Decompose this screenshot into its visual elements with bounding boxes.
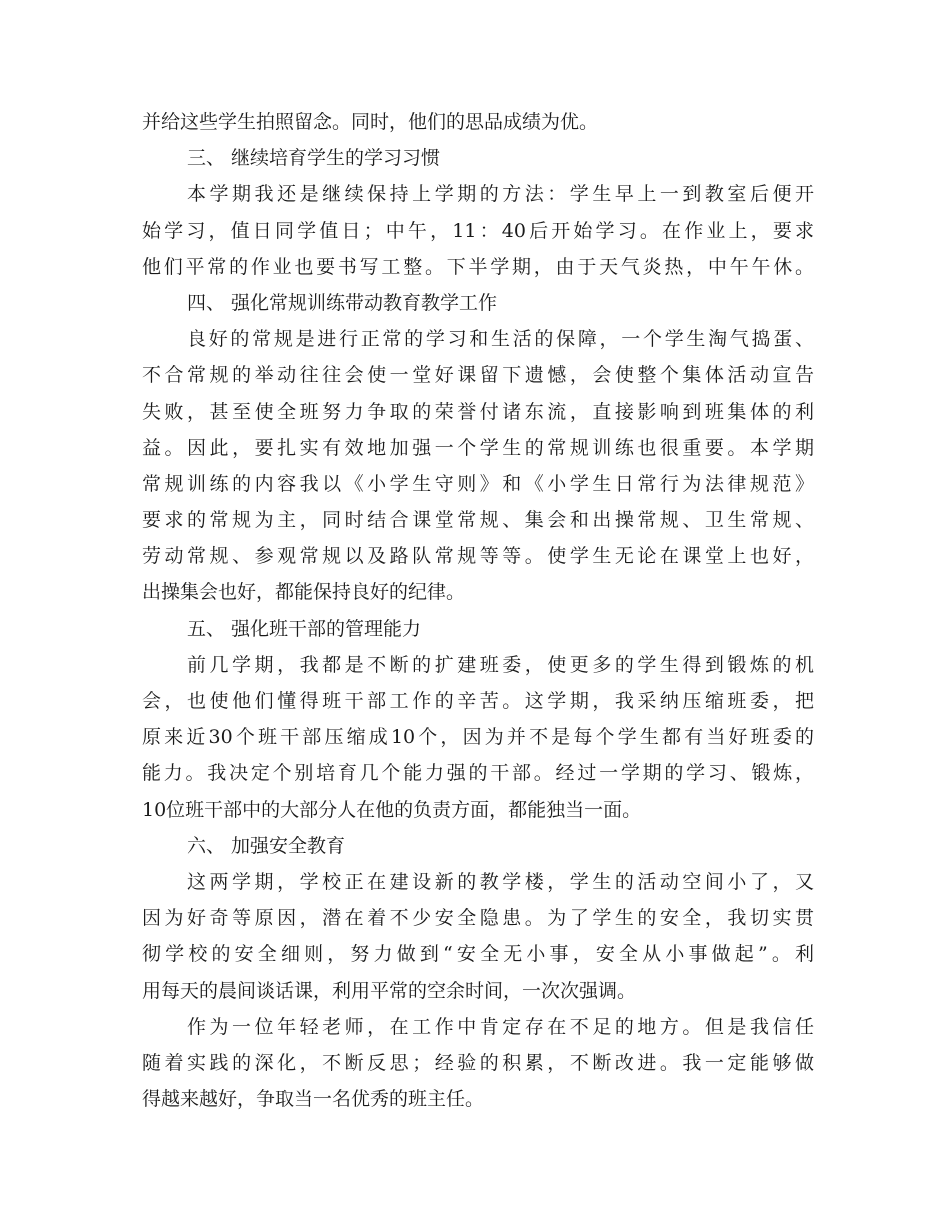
section-heading: 四、 强化常规训练带动教育教学工作 bbox=[187, 291, 498, 314]
paragraph-line: 本学期我还是继续保持上学期的方法：学生早上一到教室后便开 bbox=[187, 183, 814, 206]
paragraph-line: 不合常规的举动往往会使一堂好课留下遗憾，会使整个集体活动宣告 bbox=[142, 364, 814, 387]
paragraph-line: 能力。我决定个别培育几个能力强的干部。经过一学期的学习、锻炼， bbox=[142, 762, 814, 785]
paragraph-line: 出操集会也好，都能保持良好的纪律。 bbox=[142, 581, 466, 604]
paragraph-line: 常规训练的内容我以《小学生守则》和《小学生日常行为法律规范》 bbox=[142, 472, 814, 495]
paragraph-line: 得越来越好，争取当一名优秀的班主任。 bbox=[142, 1088, 485, 1111]
paragraph-line: 原来近30个班干部压缩成10个，因为并不是每个学生都有当好班委的 bbox=[142, 726, 814, 749]
paragraph-line: 10位班干部中的大部分人在他的负责方面，都能独当一面。 bbox=[142, 798, 642, 821]
paragraph-line: 劳动常规、参观常规以及路队常规等等。使学生无论在课堂上也好， bbox=[142, 545, 814, 568]
paragraph-line: 作为一位年轻老师，在工作中肯定存在不足的地方。但是我信任 bbox=[187, 1015, 814, 1038]
paragraph-line: 益。因此，要扎实有效地加强一个学生的常规训练也很重要。本学期 bbox=[142, 436, 814, 459]
paragraph-line: 并给这些学生拍照留念。同时，他们的思品成绩为优。 bbox=[142, 111, 599, 133]
paragraph-line: 他们平常的作业也要书写工整。下半学期，由于天气炎热，中午午休。 bbox=[142, 255, 814, 278]
paragraph-line: 会，也使他们懂得班干部工作的辛苦。这学期，我采纳压缩班委，把 bbox=[142, 690, 814, 712]
paragraph-line: 彻学校的安全细则，努力做到“安全无小事，安全从小事做起”。利 bbox=[142, 943, 814, 966]
paragraph-line: 因为好奇等原因，潜在着不少安全隐患。为了学生的安全，我切实贯 bbox=[142, 907, 814, 930]
paragraph-line: 良好的常规是进行正常的学习和生活的保障，一个学生淘气捣蛋、 bbox=[187, 328, 814, 351]
paragraph-line: 随着实践的深化，不断反思；经验的积累，不断改进。我一定能够做 bbox=[142, 1051, 814, 1074]
paragraph-line: 用每天的晨间谈话课，利用平常的空余时间，一次次强调。 bbox=[142, 979, 637, 1002]
paragraph-line: 失败，甚至使全班努力争取的荣誉付诸东流，直接影响到班集体的利 bbox=[142, 400, 814, 423]
section-heading: 五、 强化班干部的管理能力 bbox=[187, 617, 422, 640]
paragraph-line: 前几学期，我都是不断的扩建班委，使更多的学生得到锻炼的机 bbox=[187, 653, 814, 676]
paragraph-line: 始学习，值日同学值日；中午，11：40后开始学习。在作业上，要求 bbox=[142, 219, 814, 242]
paragraph-line: 要求的常规为主，同时结合课堂常规、集会和出操常规、卫生常规、 bbox=[142, 509, 814, 532]
section-heading: 三、 继续培育学生的学习习惯 bbox=[187, 147, 441, 170]
section-heading: 六、 加强安全教育 bbox=[187, 834, 346, 857]
paragraph-line: 这两学期，学校正在建设新的教学楼，学生的活动空间小了，又 bbox=[187, 870, 814, 893]
document-body bbox=[142, 104, 814, 1117]
